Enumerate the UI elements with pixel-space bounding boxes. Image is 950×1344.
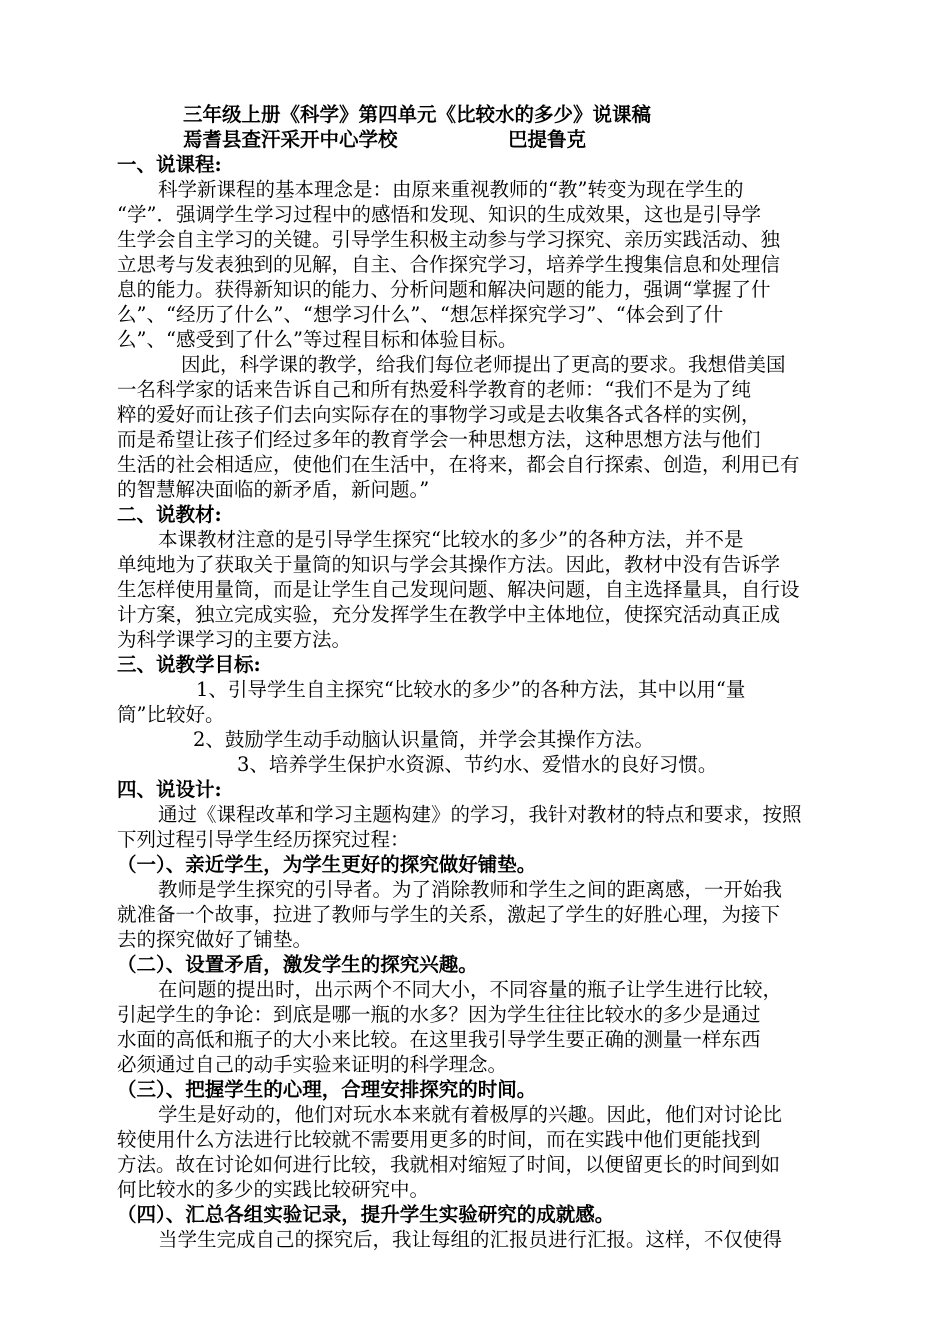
author-name: 巴提鲁克 [508, 128, 587, 151]
goal-item: 2、鼓励学生动手动脑认识量筒，并学会其操作方法。 [193, 728, 654, 751]
school-name: 焉耆县查汗采开中心学校 [183, 128, 398, 151]
paragraph-line: 必须通过自己的动手实验来证明的科学理念。 [117, 1053, 508, 1076]
goal-item: 1、引导学生自主探究“比较水的多少”的各种方法，其中以用“量 [196, 678, 746, 701]
paragraph-line: 么”、“感受到了什么”等过程目标和体验目标。 [117, 328, 518, 351]
paragraph-line: 么”、“经历了什么”、“想学习什么”、“想怎样探究学习”、“体会到了什 [117, 303, 724, 326]
paragraph-line: 息的能力。获得新知识的能力、分析问题和解决问题的能力，强调“掌握了什 [117, 278, 771, 301]
paragraph-line: 下列过程引导学生经历探究过程： [117, 828, 410, 851]
paragraph-line: 计方案，独立完成实验，充分发挥学生在教学中主体地位，使探究活动真正成 [117, 603, 781, 626]
paragraph-line: 通过《课程改革和学习主题构建》的学习，我针对教材的特点和要求，按照 [158, 803, 802, 826]
paragraph-line: 的智慧解决面临的新矛盾，新问题。” [117, 478, 430, 501]
section-heading-design: 四、说设计: [117, 778, 222, 801]
paragraph-line: “学”．强调学生学习过程中的感悟和发现、知识的生成效果，这也是引导学 [117, 203, 761, 226]
paragraph-line: 在问题的提出时，出示两个不同大小，不同容量的瓶子让学生进行比较， [158, 978, 783, 1001]
paragraph-line: 就准备一个故事，拉进了教师与学生的关系，激起了学生的好胜心理，为接下 [117, 903, 781, 926]
paragraph-line: 粹的爱好而让孩子们去向实际存在的事物学习或是去收集各式各样的实例， [117, 403, 761, 426]
paragraph-line: 水面的高低和瓶子的大小来比较。在这里我引导学生要正确的测量一样东西 [117, 1028, 761, 1051]
subheading-approach-students: （一）、亲近学生，为学生更好的探究做好铺垫。 [117, 853, 537, 876]
paragraph-line: 因此，科学课的教学，给我们每位老师提出了更高的要求。我想借美国 [181, 353, 786, 376]
paragraph-line: 单纯地为了获取关于量筒的知识与学会其操作方法。因此，教材中没有告诉学 [117, 553, 781, 576]
section-heading-textbook: 二、说教材: [117, 503, 222, 526]
paragraph-line: 生怎样使用量筒，而是让学生自己发现问题、解决问题，自主选择量具，自行设 [117, 578, 800, 601]
paragraph-line: 生活的社会相适应，使他们在生活中，在将来，都会自行探索、创造，利用已有 [117, 453, 800, 476]
subheading-set-contradiction: （二）、设置矛盾，激发学生的探究兴趣。 [117, 953, 478, 976]
paragraph-line: 去的探究做好了铺垫。 [117, 928, 313, 951]
subheading-summarize-records: （四）、汇总各组实验记录，提升学生实验研究的成就感。 [117, 1203, 615, 1226]
paragraph-line: 方法。故在讨论如何进行比较，我就相对缩短了时间，以便留更长的时间到如 [117, 1153, 781, 1176]
subheading-grasp-psychology: （三）、把握学生的心理，合理安排探究的时间。 [117, 1078, 537, 1101]
paragraph-line: 立思考与发表独到的见解，自主、合作探究学习，培养学生搜集信息和处理信 [117, 253, 781, 276]
goal-item: 3、培养学生保护水资源、节约水、爱惜水的良好习惯。 [237, 753, 718, 776]
document-title: 三年级上册《科学》第四单元《比较水的多少》说课稿 [183, 103, 652, 126]
paragraph-line: 当学生完成自己的探究后，我让每组的汇报员进行汇报。这样，不仅使得 [158, 1228, 783, 1251]
paragraph-line: 何比较水的多少的实践比较研究中。 [117, 1178, 430, 1201]
section-heading-course: 一、说课程: [117, 153, 222, 176]
paragraph-line: 而是希望让孩子们经过多年的教育学会一种思想方法，这种思想方法与他们 [117, 428, 761, 451]
paragraph-line: 本课教材注意的是引导学生探究“比较水的多少”的各种方法，并不是 [158, 528, 744, 551]
paragraph-line: 为科学课学习的主要方法。 [117, 628, 352, 651]
paragraph-line: 生学会自主学习的关键。引导学生积极主动参与学习探究、亲历实践活动、独 [117, 228, 781, 251]
paragraph-line: 引起学生的争论：到底是哪一瓶的水多？因为学生往往比较水的多少是通过 [117, 1003, 761, 1026]
goal-item: 筒”比较好。 [117, 703, 225, 726]
paragraph-line: 科学新课程的基本理念是：由原来重视教师的“教”转变为现在学生的 [158, 178, 744, 201]
paragraph-line: 学生是好动的，他们对玩水本来就有着极厚的兴趣。因此，他们对讨论比 [158, 1103, 783, 1126]
paragraph-line: 较使用什么方法进行比较就不需要用更多的时间，而在实践中他们更能找到 [117, 1128, 761, 1151]
paragraph-line: 教师是学生探究的引导者。为了消除教师和学生之间的距离感，一开始我 [158, 878, 783, 901]
section-heading-goals: 三、说教学目标: [117, 653, 261, 676]
paragraph-line: 一名科学家的话来告诉自己和所有热爱科学教育的老师：“我们不是为了纯 [117, 378, 751, 401]
